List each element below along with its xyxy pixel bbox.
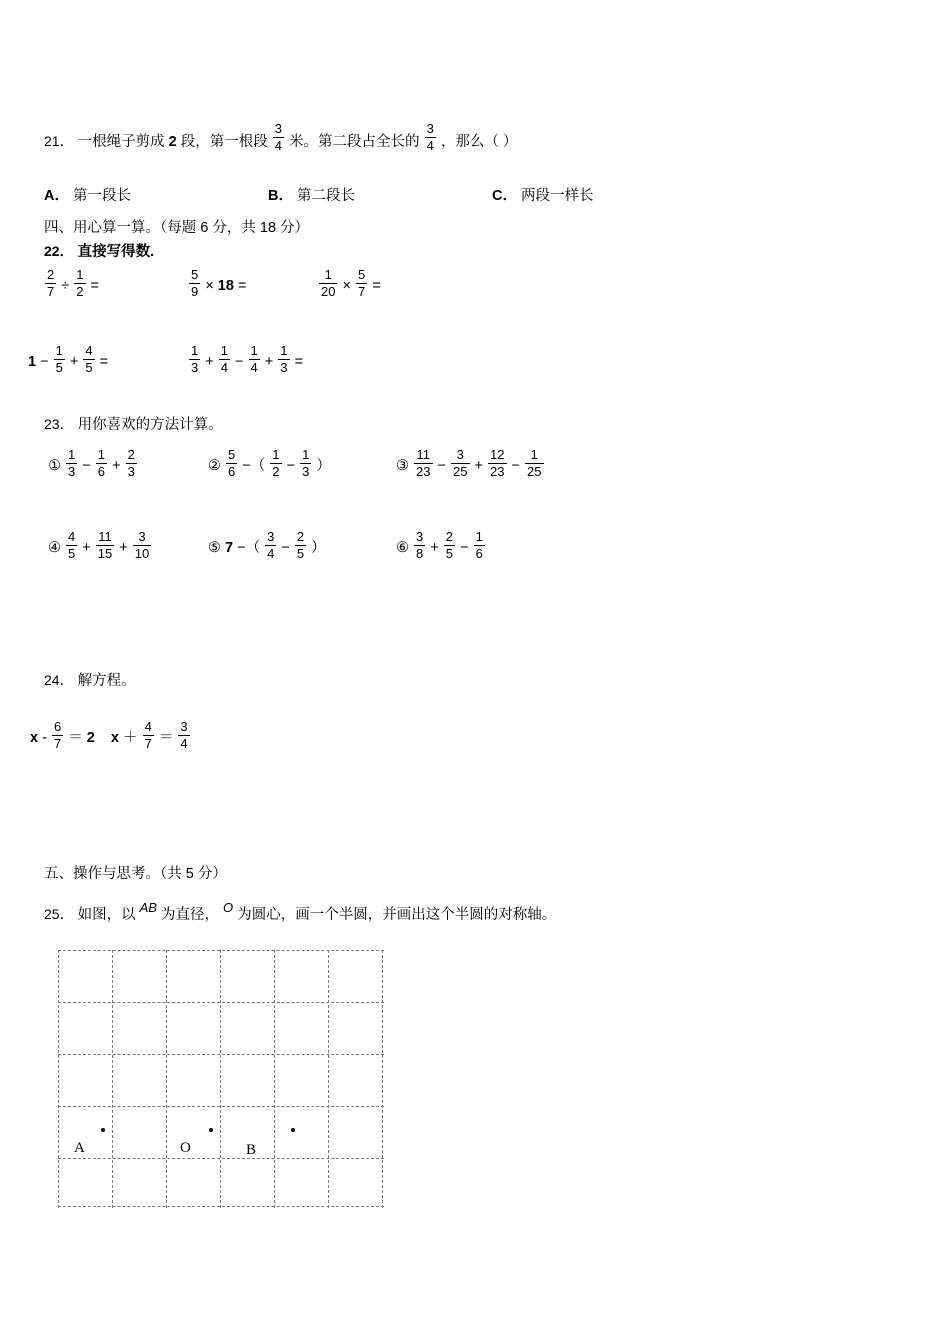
equals-sign: =	[90, 277, 99, 294]
operator: −	[82, 457, 91, 474]
fraction: $\frac{1}{3}$	[68, 447, 76, 479]
point-a-label: A	[74, 1140, 85, 1156]
operator: −	[40, 353, 49, 370]
point-a-dot	[101, 1128, 105, 1132]
question-21-fraction-2: $\frac{3}{4}$	[426, 121, 434, 153]
item-marker: ③	[396, 457, 409, 474]
section-4-heading: 四、用心算一算。（每题 6 分，共 18 分）	[44, 220, 310, 236]
question-23-item-4	[48, 530, 152, 560]
question-21-option-c	[492, 188, 594, 205]
question-24-number: 24．	[44, 672, 74, 688]
rhs-value: 2	[86, 729, 95, 746]
center-label-o: O	[223, 900, 234, 915]
fraction: $\frac{12}{23}$	[490, 447, 505, 479]
grid-hline	[58, 1106, 384, 1107]
question-23-item-3	[396, 448, 545, 478]
equals-sign: =	[372, 277, 381, 294]
operator: ×	[205, 277, 214, 294]
fraction: $\frac{5}{7}$	[358, 267, 366, 299]
question-22-number: 22．	[44, 243, 74, 259]
question-21-number: 21．	[44, 133, 74, 150]
question-23-item-5	[208, 530, 326, 560]
whole-number: 18	[217, 277, 234, 294]
item-marker: ①	[48, 457, 61, 474]
question-24-equations	[30, 720, 191, 750]
grid-vline	[382, 950, 383, 1208]
operator: −	[281, 539, 290, 556]
question-22-title: 直接写得数.	[77, 244, 155, 260]
operator: -	[42, 729, 47, 746]
fraction: $\frac{2}{5}$	[296, 529, 305, 561]
item-marker: ⑥	[396, 539, 409, 556]
fraction: $\frac{1}{25}$	[527, 447, 542, 479]
fraction: $\frac{1}{6}$	[97, 447, 106, 479]
question-21-fraction-1: $\frac{3}{4}$	[274, 121, 283, 153]
question-24	[44, 672, 136, 690]
fraction: $\frac{3}{8}$	[416, 529, 424, 561]
question-22-item-5	[188, 344, 303, 374]
grid-hline	[58, 950, 384, 951]
fraction: $\frac{1}{2}$	[76, 267, 84, 299]
question-22-item-4	[28, 344, 108, 374]
fraction: $\frac{5}{6}$	[228, 447, 236, 479]
grid-hline	[58, 1054, 384, 1055]
option-b-label: B．	[268, 188, 293, 204]
section-5-heading: 五、操作与思考。（共 5 分）	[44, 866, 227, 882]
question-23-title: 用你喜欢的方法计算。	[77, 417, 223, 433]
operator: +	[474, 457, 483, 474]
fraction: $\frac{4}{5}$	[85, 343, 93, 375]
question-23-item-6	[396, 530, 486, 560]
option-c-label: C．	[492, 188, 517, 204]
option-a-label: A．	[44, 188, 69, 204]
fraction: $\frac{1}{3}$	[302, 447, 310, 479]
grid-vline	[166, 950, 167, 1208]
fraction: $\frac{1}{5}$	[55, 343, 63, 375]
fraction: $\frac{2}{7}$	[47, 267, 55, 299]
whole-number: 7	[225, 539, 234, 556]
fraction: $\frac{1}{6}$	[475, 529, 483, 561]
grid-hline	[58, 1002, 384, 1003]
variable-x: x	[110, 729, 119, 746]
fraction: $\frac{1}{3}$	[191, 343, 199, 375]
fraction: $\frac{1}{20}$	[321, 267, 336, 299]
fraction: $\frac{3}{10}$	[134, 529, 150, 561]
whole-number: 1	[28, 353, 37, 370]
question-22-item-1	[44, 268, 99, 298]
fraction: $\frac{1}{4}$	[220, 343, 228, 375]
grid-figure	[58, 950, 384, 1208]
operator: +	[119, 539, 128, 556]
operator: −（	[237, 539, 261, 556]
question-21-text-d: 米。第二段占全长的	[289, 134, 420, 151]
fraction: $\frac{3}{25}$	[453, 447, 468, 479]
question-25-number: 25．	[44, 906, 74, 923]
question-21-text-e: ，那么（ ）	[440, 134, 518, 151]
fraction: $\frac{1}{4}$	[250, 343, 258, 375]
operator: −	[235, 353, 244, 370]
grid-vline	[220, 950, 221, 1208]
operator: +	[264, 353, 274, 370]
question-24-title: 解方程。	[77, 673, 136, 689]
point-b-label: B	[246, 1142, 257, 1158]
operator: ×	[342, 277, 351, 294]
grid-hline	[58, 1158, 384, 1159]
point-o-dot	[209, 1128, 213, 1132]
question-21-option-b	[268, 188, 355, 205]
point-o-label: O	[180, 1140, 191, 1156]
question-25-text-b: 为直径，	[161, 907, 220, 924]
option-a-text: 第一段长	[73, 188, 132, 204]
question-23-item-1	[48, 448, 138, 478]
operator: −	[460, 539, 469, 556]
equals-sign: =	[294, 353, 304, 370]
item-marker: ⑤	[208, 539, 221, 556]
question-21-text-b: 2	[168, 134, 177, 151]
fraction: $\frac{3}{4}$	[267, 529, 275, 561]
closing-paren: ）	[311, 539, 326, 556]
fraction: $\frac{1}{2}$	[272, 447, 280, 479]
closing-paren: ）	[316, 457, 331, 474]
question-21-text-a: 一根绳子剪成	[77, 134, 165, 151]
grid-vline	[274, 950, 275, 1208]
fraction: $\frac{1}{3}$	[280, 343, 288, 375]
fraction: $\frac{11}{23}$	[416, 447, 431, 479]
question-21	[44, 122, 517, 152]
point-b-dot	[291, 1128, 295, 1132]
option-b-text: 第二段长	[297, 188, 356, 204]
grid-vline	[328, 950, 329, 1208]
operator: −	[286, 457, 296, 474]
question-22-item-3	[318, 268, 381, 298]
equals-sign: =	[237, 277, 247, 294]
operator: ＋	[123, 729, 138, 746]
operator: −（	[242, 457, 266, 474]
grid-hline	[58, 1206, 384, 1207]
segment-label-ab: AB	[139, 900, 157, 915]
fraction: $\frac{4}{5}$	[68, 529, 76, 561]
fraction: $\frac{11}{15}$	[97, 529, 113, 561]
option-c-text: 两段一样长	[521, 188, 594, 204]
question-23-item-2	[208, 448, 331, 478]
equals-sign: =	[99, 353, 109, 370]
fraction: $\frac{5}{9}$	[191, 267, 199, 299]
item-marker: ④	[48, 539, 61, 556]
fraction: $\frac{2}{5}$	[445, 529, 454, 561]
question-22	[44, 243, 154, 261]
question-25-text-c: 为圆心，画一个半圆，并画出这个半圆的对称轴。	[237, 907, 557, 924]
equals-sign: ＝	[158, 729, 174, 746]
equals-sign: ＝	[68, 729, 83, 746]
fraction: $\frac{2}{3}$	[127, 447, 135, 479]
operator: +	[430, 539, 439, 556]
question-21-text-c: 段，第一根段	[180, 134, 268, 151]
grid-vline	[112, 950, 113, 1208]
grid-vline	[58, 950, 59, 1208]
operator: +	[112, 457, 121, 474]
operator: +	[82, 539, 91, 556]
question-23	[44, 416, 223, 434]
item-marker: ②	[208, 457, 221, 474]
fraction: $\frac{4}{7}$	[144, 719, 152, 751]
question-25	[44, 900, 556, 925]
fraction: $\frac{3}{4}$	[180, 719, 188, 751]
operator: −	[437, 457, 446, 474]
operator: +	[205, 353, 214, 370]
question-21-option-a	[44, 188, 131, 205]
variable-x: x	[30, 729, 39, 746]
question-22-item-2	[188, 268, 246, 298]
question-23-number: 23．	[44, 416, 74, 432]
question-25-text-a: 如图，以	[77, 907, 136, 924]
operator: +	[69, 353, 79, 370]
operator: ÷	[61, 277, 70, 294]
fraction: $\frac{6}{7}$	[53, 719, 62, 751]
operator: −	[511, 457, 520, 474]
